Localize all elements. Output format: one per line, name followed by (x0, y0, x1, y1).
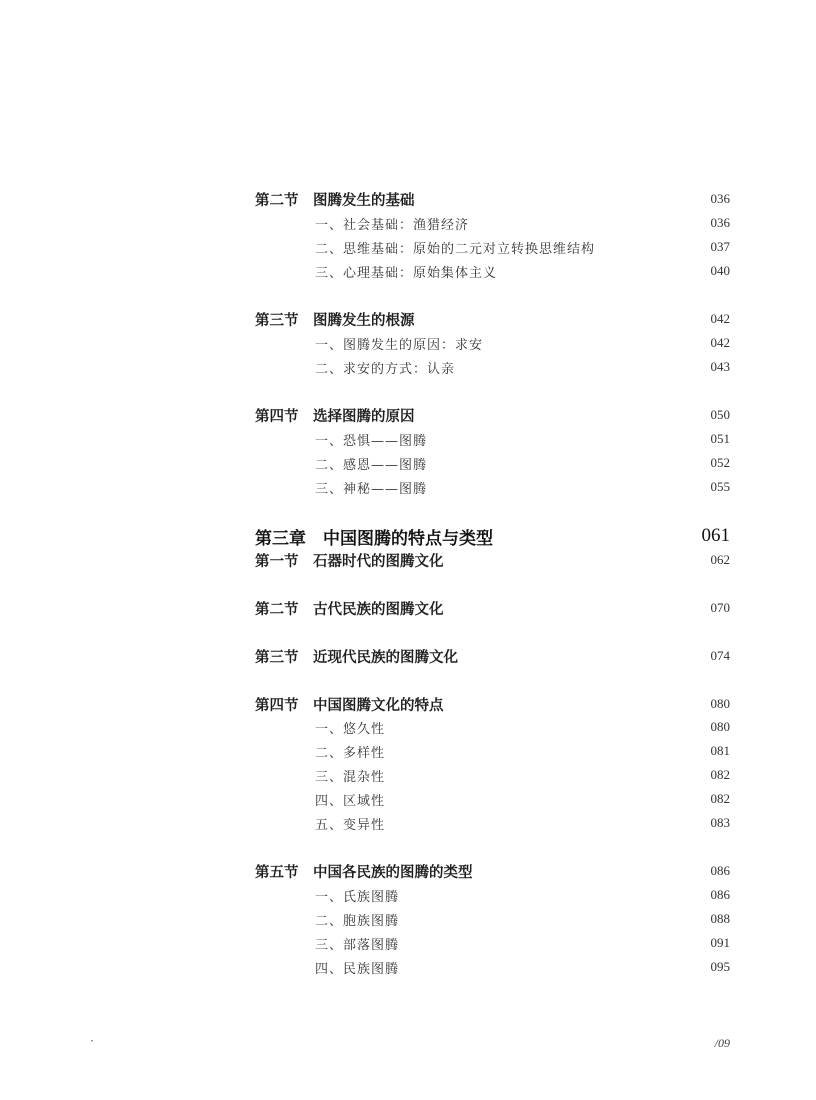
toc-entry-title: 第五节 中国各民族的图腾的类型 (255, 863, 473, 881)
toc-entry-title: 一、悠久性 (315, 721, 386, 737)
toc-page-number: 086 (710, 863, 730, 878)
toc-entry-title: 第一节 石器时代的图腾文化 (255, 552, 444, 570)
toc-page-number: 050 (710, 407, 730, 422)
toc-item (315, 931, 730, 955)
toc-section (255, 596, 730, 620)
toc-entry-title: 第三章 中国图腾的特点与类型 (255, 528, 493, 549)
toc-section (255, 307, 730, 331)
toc-item (315, 955, 730, 979)
toc-section (255, 403, 730, 427)
footer-page-number: /09 (714, 1036, 730, 1050)
toc-page-number: 055 (710, 479, 730, 494)
toc-page-number: 042 (710, 335, 730, 350)
toc-item (315, 235, 730, 259)
toc-entry-title: 第二节 古代民族的图腾文化 (255, 600, 444, 618)
toc-entry-title: 第四节 选择图腾的原因 (255, 407, 415, 425)
toc-item (315, 739, 730, 763)
toc-page-number: 080 (710, 696, 730, 711)
toc-entry-title: 三、部落图腾 (315, 937, 400, 953)
toc-page-number: 082 (710, 767, 730, 782)
toc-page-number: 036 (710, 215, 730, 230)
toc-page-number: 074 (710, 648, 730, 663)
footer-mark: · (90, 1034, 94, 1048)
toc-page-number: 070 (710, 600, 730, 615)
toc-entry-title: 二、感恩——图腾 (315, 457, 428, 473)
toc-page-number: 052 (710, 455, 730, 470)
toc-page-number: 095 (710, 959, 730, 974)
toc-item (315, 451, 730, 475)
toc-entry-title: 三、混杂性 (315, 769, 386, 785)
toc-item (315, 355, 730, 379)
toc-entry-title: 四、民族图腾 (315, 961, 400, 977)
toc-item (315, 715, 730, 739)
toc-page-number: 062 (710, 552, 730, 567)
toc-entry-title: 三、神秘——图腾 (315, 481, 428, 497)
toc-entry-title: 二、求安的方式：认亲 (315, 361, 456, 377)
toc-entry-title: 二、思维基础：原始的二元对立转换思维结构 (315, 241, 596, 257)
toc-entry-title: 三、心理基础：原始集体主义 (315, 265, 498, 281)
toc-page-number: 081 (710, 743, 730, 758)
toc-item (315, 811, 730, 835)
toc-page-number: 037 (710, 239, 730, 254)
toc-entry-title: 第三节 近现代民族的图腾文化 (255, 648, 458, 666)
toc-page-number: 083 (710, 815, 730, 830)
toc-item (315, 787, 730, 811)
toc-page-number: 088 (710, 911, 730, 926)
toc-page-number: 043 (710, 359, 730, 374)
toc-item (315, 475, 730, 499)
toc-page-number: 082 (710, 791, 730, 806)
toc-entry-title: 五、变异性 (315, 817, 386, 833)
toc-item (315, 331, 730, 355)
toc-entry-title: 一、氏族图腾 (315, 889, 400, 905)
toc-entry-title: 第四节 中国图腾文化的特点 (255, 696, 444, 714)
toc-entry-title: 二、多样性 (315, 745, 386, 761)
toc-page-number: 042 (710, 311, 730, 326)
toc-section (255, 644, 730, 668)
toc-item (315, 427, 730, 451)
toc-page-number: 086 (710, 887, 730, 902)
toc-section (255, 187, 730, 211)
toc-section (255, 859, 730, 883)
toc-section (255, 548, 730, 572)
toc-page-number: 061 (701, 525, 730, 546)
toc-page-number: 040 (710, 263, 730, 278)
toc-entry-title: 四、区域性 (315, 793, 386, 809)
toc-item (315, 763, 730, 787)
toc-page-number: 051 (710, 431, 730, 446)
toc-page-number: 080 (710, 719, 730, 734)
toc-item (315, 883, 730, 907)
toc-item (315, 259, 730, 283)
toc-entry-title: 第三节 图腾发生的根源 (255, 311, 415, 329)
toc-entry-title: 一、图腾发生的原因：求安 (315, 337, 484, 353)
toc-entry-title: 二、胞族图腾 (315, 913, 400, 929)
toc-item (315, 211, 730, 235)
toc-entry-title: 第二节 图腾发生的基础 (255, 191, 415, 209)
toc-chapter (255, 524, 730, 548)
toc-section (255, 692, 730, 716)
toc-entry-title: 一、社会基础：渔猎经济 (315, 217, 470, 233)
toc-page-number: 091 (710, 935, 730, 950)
toc-item (315, 907, 730, 931)
toc-entry-title: 一、恐惧——图腾 (315, 433, 428, 449)
toc-page-number: 036 (710, 191, 730, 206)
